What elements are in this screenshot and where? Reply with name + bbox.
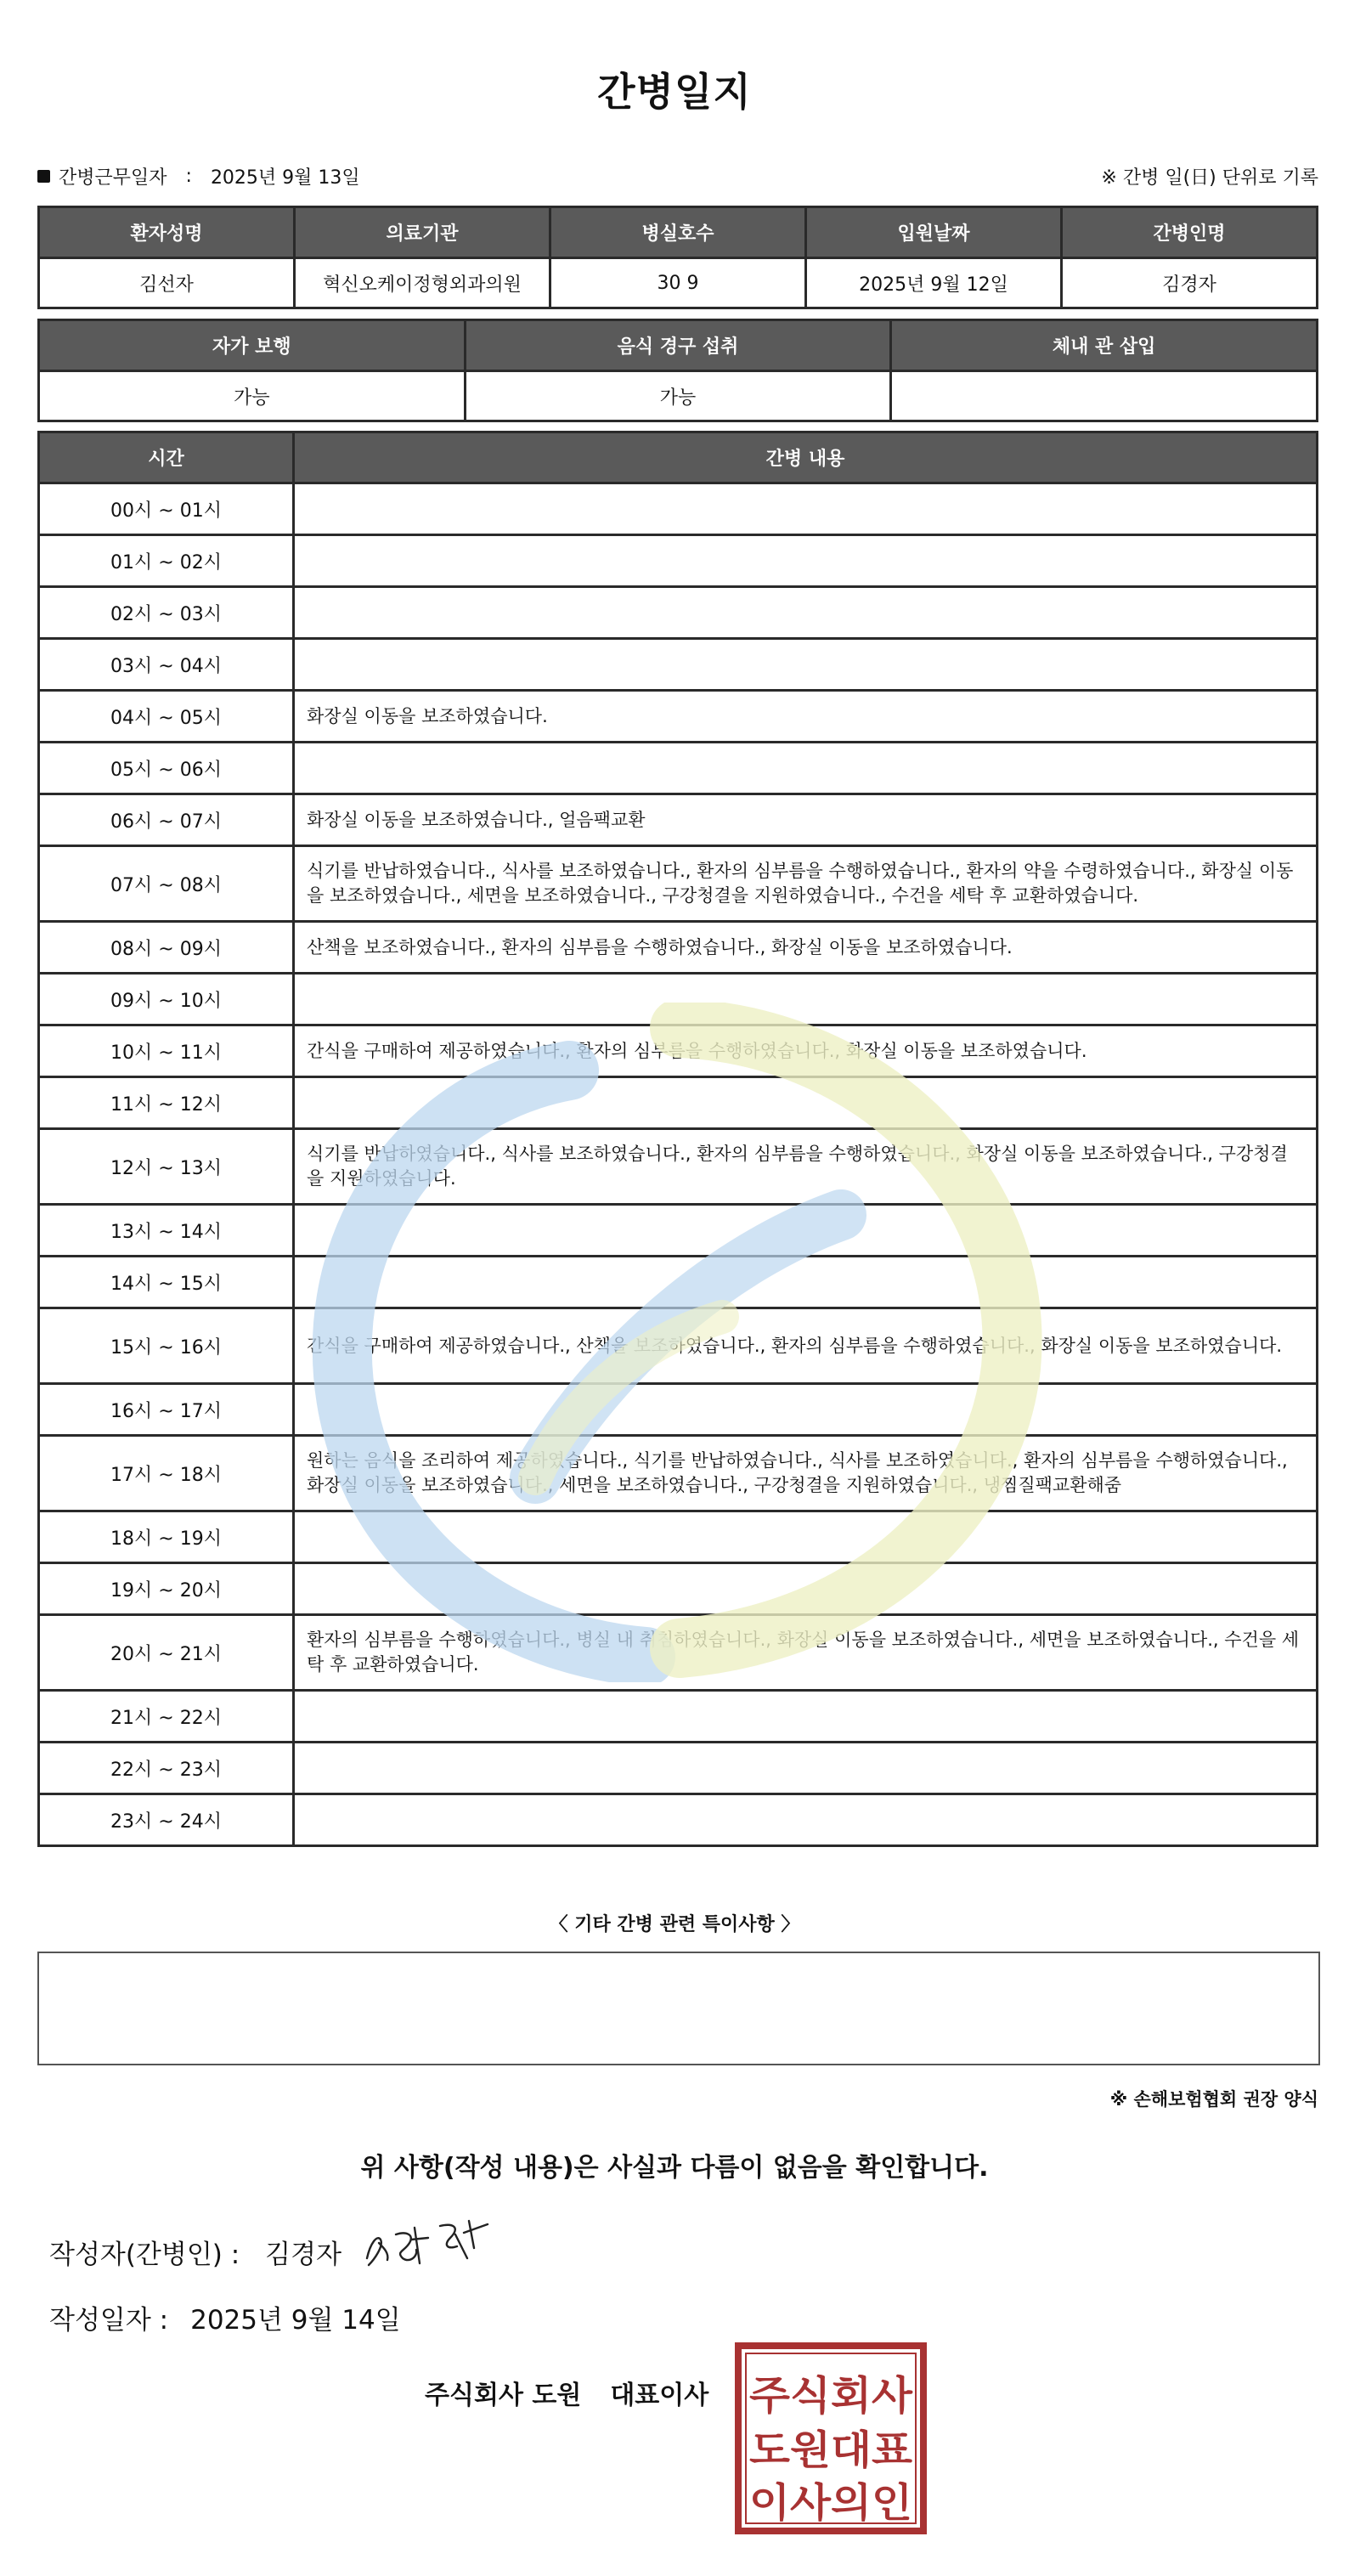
hour-cell: 08시 ~ 09시 bbox=[39, 922, 294, 974]
table-row bbox=[39, 1743, 1318, 1794]
care-content-cell: 화장실 이동을 보조하였습니다. bbox=[294, 691, 1318, 743]
header-room-number: 병실호수 bbox=[550, 207, 806, 258]
table-row bbox=[39, 974, 1318, 1025]
table-row bbox=[39, 483, 1318, 535]
care-content-cell bbox=[294, 535, 1318, 587]
care-content-cell bbox=[294, 639, 1318, 691]
hospital-name: 혁신오케이정형외과의원 bbox=[295, 258, 550, 308]
writer-line bbox=[49, 2233, 341, 2271]
care-content-cell bbox=[294, 1691, 1318, 1743]
company-seal-stamp bbox=[734, 2342, 928, 2535]
care-content-cell bbox=[294, 1511, 1318, 1563]
special-notes-title: 〈 기타 간병 관련 특이사항 〉 bbox=[549, 1914, 800, 1935]
care-log-table bbox=[37, 431, 1318, 1847]
table-row bbox=[39, 1615, 1318, 1691]
care-content-cell bbox=[294, 1257, 1318, 1308]
work-date-separator: : bbox=[185, 166, 192, 187]
table-row bbox=[39, 1257, 1318, 1308]
hour-cell: 16시 ~ 17시 bbox=[39, 1384, 294, 1436]
hour-cell: 18시 ~ 19시 bbox=[39, 1511, 294, 1563]
written-date-value: 2025년 9월 14일 bbox=[190, 2305, 401, 2336]
care-content-cell: 간식을 구매하여 제공하였습니다., 산책을 보조하였습니다., 환자의 심부름을 수행하였습니다., 화장실 이동을 보조하였습니다. bbox=[294, 1308, 1318, 1384]
care-content-cell bbox=[294, 1563, 1318, 1615]
hour-cell: 12시 ~ 13시 bbox=[39, 1129, 294, 1205]
table-row bbox=[39, 1691, 1318, 1743]
table-row bbox=[39, 587, 1318, 639]
patient-name: 김선자 bbox=[39, 258, 295, 308]
work-date-value: 2025년 9월 13일 bbox=[210, 167, 360, 189]
table-row bbox=[39, 1025, 1318, 1077]
caregiver-name: 김경자 bbox=[1062, 258, 1318, 308]
form-source-note: ※ 손해보험협회 권장 양식 bbox=[1109, 2089, 1318, 2110]
care-content-cell: 식기를 반납하였습니다., 식사를 보조하였습니다., 환자의 심부름을 수행하였습니다., 화장실 이동을 보조하였습니다., 구강청결을 지원하였습니다. bbox=[294, 1129, 1318, 1205]
table-row bbox=[39, 1129, 1318, 1205]
care-content-cell bbox=[294, 483, 1318, 535]
table-row bbox=[39, 691, 1318, 743]
hour-cell: 15시 ~ 16시 bbox=[39, 1308, 294, 1384]
table-row bbox=[39, 1563, 1318, 1615]
hour-cell: 06시 ~ 07시 bbox=[39, 794, 294, 846]
special-notes-box bbox=[37, 1952, 1320, 2065]
table-row bbox=[39, 1436, 1318, 1511]
work-date-row bbox=[37, 163, 1318, 190]
tube-insertion-value bbox=[891, 371, 1318, 421]
header-self-walking: 자가 보행 bbox=[39, 320, 466, 371]
hour-cell: 03시 ~ 04시 bbox=[39, 639, 294, 691]
header-tube-insertion: 체내 관 삽입 bbox=[891, 320, 1318, 371]
hour-cell: 01시 ~ 02시 bbox=[39, 535, 294, 587]
header-hospital: 의료기관 bbox=[295, 207, 550, 258]
hour-cell: 20시 ~ 21시 bbox=[39, 1615, 294, 1691]
header-caregiver-name: 간병인명 bbox=[1062, 207, 1318, 258]
writer-name: 김경자 bbox=[265, 2240, 342, 2270]
company-ceo-title: 대표이사 bbox=[610, 2381, 709, 2410]
header-care-content: 간병 내용 bbox=[294, 432, 1318, 483]
care-content-cell bbox=[294, 1384, 1318, 1436]
oral-intake-value: 가능 bbox=[465, 371, 891, 421]
patient-info-table bbox=[37, 206, 1318, 309]
table-row bbox=[39, 1384, 1318, 1436]
table-row bbox=[39, 535, 1318, 587]
hour-cell: 05시 ~ 06시 bbox=[39, 743, 294, 794]
table-row bbox=[39, 922, 1318, 974]
seal-line-2: 도원대표 bbox=[749, 2427, 913, 2474]
company-name: 주식회사 도원 bbox=[425, 2381, 582, 2410]
care-content-cell: 식기를 반납하였습니다., 식사를 보조하였습니다., 환자의 심부름을 수행하였습니다., 환자의 약을 수령하였습니다., 화장실 이동을 보조하였습니다., 세면을 보조하였습니다., 구강청결을 지원하였습니다., 수건을 세탁 후 교환하였습니다. bbox=[294, 846, 1318, 922]
table-row bbox=[39, 794, 1318, 846]
hour-cell: 22시 ~ 23시 bbox=[39, 1743, 294, 1794]
care-content-cell: 간식을 구매하여 제공하였습니다., 환자의 심부름을 수행하였습니다., 화장실 이동을 보조하였습니다. bbox=[294, 1025, 1318, 1077]
hour-cell: 02시 ~ 03시 bbox=[39, 587, 294, 639]
table-row bbox=[39, 1511, 1318, 1563]
hour-cell: 14시 ~ 15시 bbox=[39, 1257, 294, 1308]
signature-icon bbox=[355, 2209, 508, 2277]
room-number: 30 9 bbox=[550, 258, 806, 308]
hour-cell: 13시 ~ 14시 bbox=[39, 1205, 294, 1257]
admission-date: 2025년 9월 12일 bbox=[806, 258, 1062, 308]
patient-status-table bbox=[37, 319, 1318, 422]
written-date-line bbox=[49, 2298, 401, 2336]
company-line bbox=[425, 2374, 708, 2411]
care-content-cell bbox=[294, 1205, 1318, 1257]
work-date-label: 간병근무일자 bbox=[59, 167, 167, 189]
care-content-cell: 화장실 이동을 보조하였습니다., 얼음팩교환 bbox=[294, 794, 1318, 846]
hour-cell: 00시 ~ 01시 bbox=[39, 483, 294, 535]
seal-line-1: 주식회사 bbox=[749, 2373, 913, 2420]
page-title: 간병일지 bbox=[597, 69, 752, 115]
hour-cell: 21시 ~ 22시 bbox=[39, 1691, 294, 1743]
hour-cell: 19시 ~ 20시 bbox=[39, 1563, 294, 1615]
care-content-cell: 산책을 보조하였습니다., 환자의 심부름을 수행하였습니다., 화장실 이동을 보조하였습니다. bbox=[294, 922, 1318, 974]
table-row bbox=[39, 846, 1318, 922]
care-content-cell bbox=[294, 1743, 1318, 1794]
hour-cell: 23시 ~ 24시 bbox=[39, 1794, 294, 1846]
care-content-cell bbox=[294, 974, 1318, 1025]
care-content-cell bbox=[294, 587, 1318, 639]
seal-line-3: 이사의인 bbox=[749, 2480, 912, 2527]
table-row bbox=[39, 639, 1318, 691]
hour-cell: 07시 ~ 08시 bbox=[39, 846, 294, 922]
hour-cell: 11시 ~ 12시 bbox=[39, 1077, 294, 1129]
care-content-cell bbox=[294, 1794, 1318, 1846]
table-row bbox=[39, 1205, 1318, 1257]
square-bullet-icon bbox=[37, 170, 50, 183]
care-content-cell: 환자의 심부름을 수행하였습니다., 병실 내 취침하였습니다., 화장실 이동을 보조하였습니다., 세면을 보조하였습니다., 수건을 세탁 후 교환하였습니다. bbox=[294, 1615, 1318, 1691]
table-row bbox=[39, 1308, 1318, 1384]
hour-cell: 09시 ~ 10시 bbox=[39, 974, 294, 1025]
header-patient-name: 환자성명 bbox=[39, 207, 295, 258]
written-date-label: 작성일자 : bbox=[49, 2305, 169, 2336]
daily-record-note: ※ 간병 일(日) 단위로 기록 bbox=[1101, 167, 1318, 189]
hour-cell: 04시 ~ 05시 bbox=[39, 691, 294, 743]
care-content-cell bbox=[294, 743, 1318, 794]
care-content-cell bbox=[294, 1077, 1318, 1129]
confirmation-statement: 위 사항(작성 내용)은 사실과 다름이 없음을 확인합니다. bbox=[360, 2153, 989, 2183]
header-oral-intake: 음식 경구 섭취 bbox=[465, 320, 891, 371]
self-walking-value: 가능 bbox=[39, 371, 466, 421]
writer-label: 작성자(간병인) : bbox=[49, 2240, 240, 2270]
hour-cell: 10시 ~ 11시 bbox=[39, 1025, 294, 1077]
table-row bbox=[39, 743, 1318, 794]
hour-cell: 17시 ~ 18시 bbox=[39, 1436, 294, 1511]
care-content-cell: 원하는 음식을 조리하여 제공하였습니다., 식기를 반납하였습니다., 식사를 보조하였습니다., 환자의 심부름을 수행하였습니다., 화장실 이동을 보조하였습니다., 세면을 보조하였습니다., 구강청결을 지원하였습니다., 냉찜질팩교환해줌 bbox=[294, 1436, 1318, 1511]
header-admission-date: 입원날짜 bbox=[806, 207, 1062, 258]
table-row bbox=[39, 1077, 1318, 1129]
header-time: 시간 bbox=[39, 432, 294, 483]
table-row bbox=[39, 1794, 1318, 1846]
